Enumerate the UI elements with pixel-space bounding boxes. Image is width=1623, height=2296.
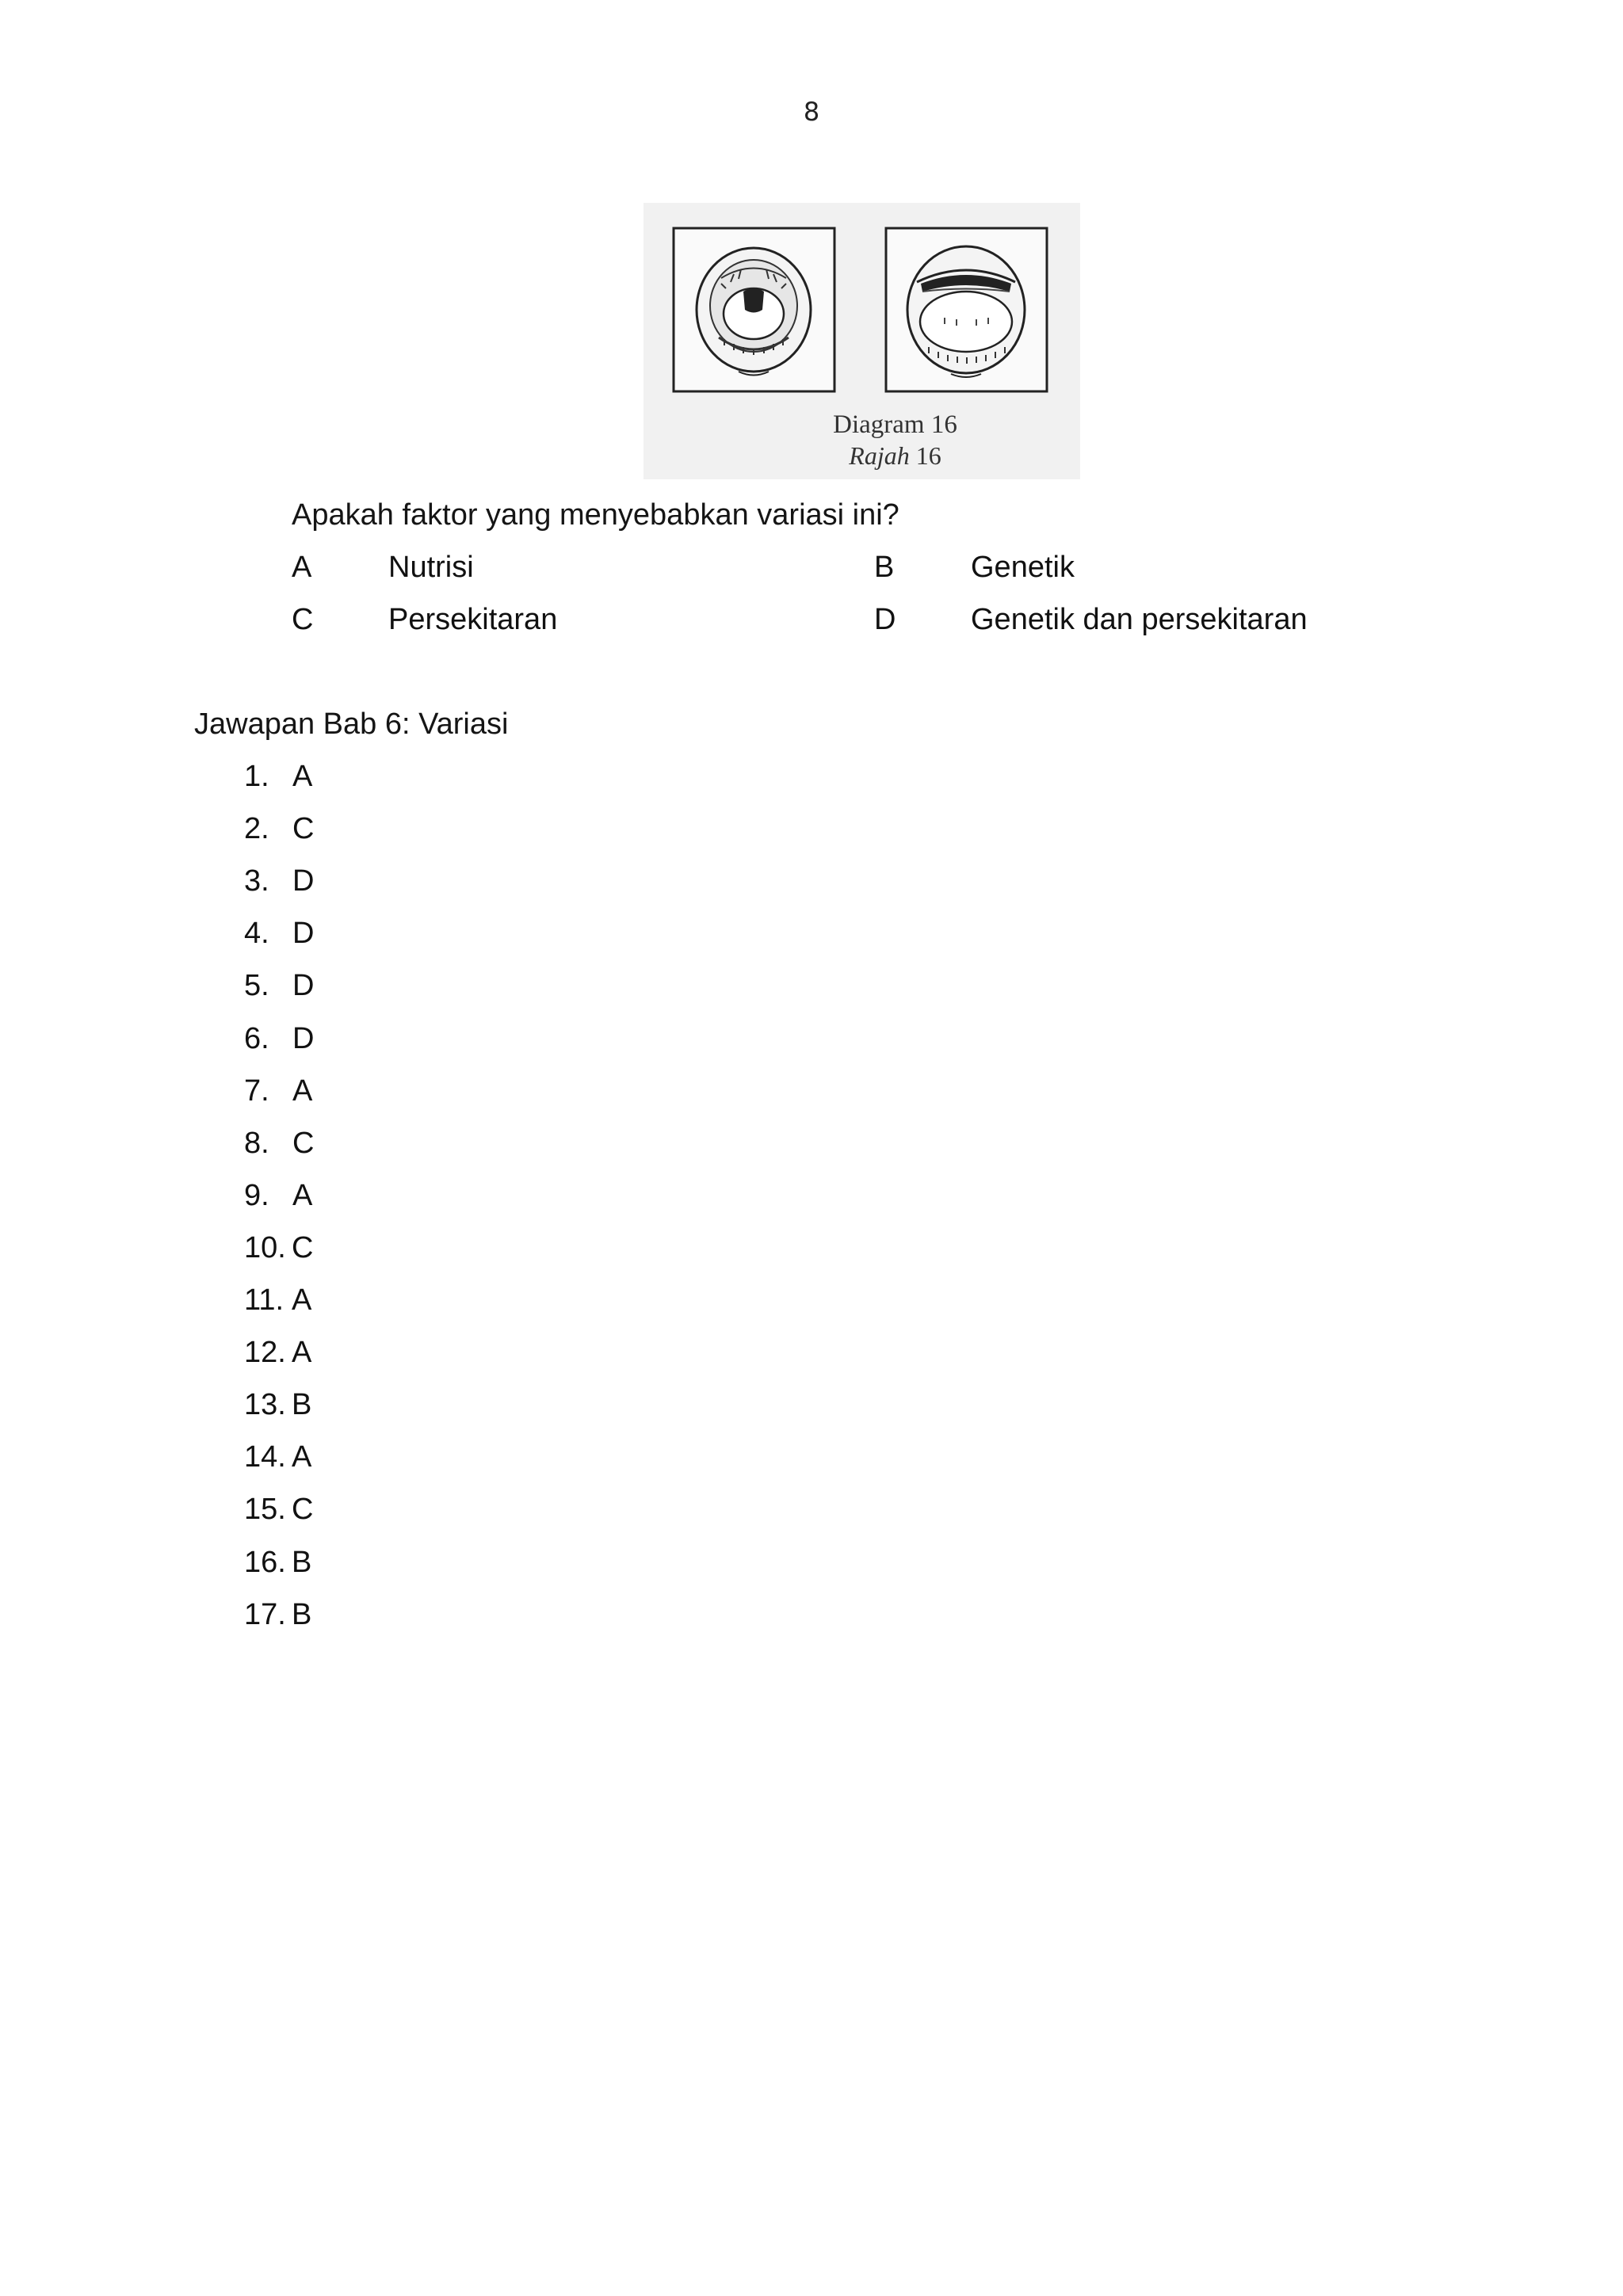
answer-letter: D <box>292 969 315 1003</box>
answer-letter: A <box>292 1074 313 1108</box>
answer-number: 17. <box>244 1597 286 1631</box>
answer-number: 14. <box>244 1440 286 1474</box>
figure-caption-malay <box>677 441 1113 471</box>
answer-letter: A <box>292 1283 312 1317</box>
answer-number: 9. <box>244 1178 269 1212</box>
answers-heading: Jawapan Bab 6: Variasi <box>194 707 509 741</box>
answer-letter: A <box>292 1440 312 1474</box>
option-letter-b: B <box>874 551 895 584</box>
answer-number: 12. <box>244 1336 286 1370</box>
answer-letter: C <box>292 1493 314 1527</box>
answer-letter: B <box>292 1597 312 1631</box>
answer-number: 10. <box>244 1230 286 1264</box>
answer-number: 6. <box>244 1021 269 1055</box>
answer-letter: A <box>292 760 313 793</box>
answer-number: 7. <box>244 1074 269 1108</box>
answer-letter: D <box>292 917 315 951</box>
answer-number: 13. <box>244 1388 286 1422</box>
answer-letter: A <box>292 1178 313 1212</box>
answer-letter: D <box>292 1021 315 1055</box>
answer-number: 1. <box>244 760 269 793</box>
answer-letter: C <box>292 1230 314 1264</box>
option-text-a: Nutrisi <box>388 551 474 584</box>
option-text-b: Genetik <box>971 551 1075 584</box>
figure-caption-english: Diagram 16 <box>833 410 957 439</box>
option-letter-a: A <box>292 551 312 584</box>
answer-letter: D <box>292 864 315 898</box>
answer-number: 15. <box>244 1493 286 1527</box>
answer-letter: B <box>292 1388 312 1422</box>
figure-caption-malay-number: 16 <box>915 441 941 470</box>
answer-number: 8. <box>244 1126 269 1160</box>
answer-number: 4. <box>244 917 269 951</box>
question-text: Apakah faktor yang menyebabkan variasi ini? <box>292 498 899 532</box>
figure-caption-malay-word: Rajah <box>849 441 910 470</box>
option-text-c: Persekitaran <box>388 603 558 636</box>
answer-number: 5. <box>244 969 269 1003</box>
answer-number: 11. <box>244 1283 285 1317</box>
page-number: 8 <box>803 97 820 127</box>
option-letter-c: C <box>292 603 314 636</box>
option-text-d: Genetik dan persekitaran <box>971 603 1308 636</box>
answer-letter: A <box>292 1336 312 1370</box>
answer-number: 16. <box>244 1545 286 1579</box>
answer-number: 2. <box>244 812 269 846</box>
diagram-16-figure <box>643 203 1080 479</box>
answer-letter: B <box>292 1545 312 1579</box>
answer-number: 3. <box>244 864 269 898</box>
answer-letter: C <box>292 812 315 846</box>
answer-letter: C <box>292 1126 315 1160</box>
option-letter-d: D <box>874 603 896 636</box>
rolled-tongue-mouth-drawing <box>674 228 834 391</box>
unrolled-tongue-mouth-drawing <box>886 228 1047 391</box>
